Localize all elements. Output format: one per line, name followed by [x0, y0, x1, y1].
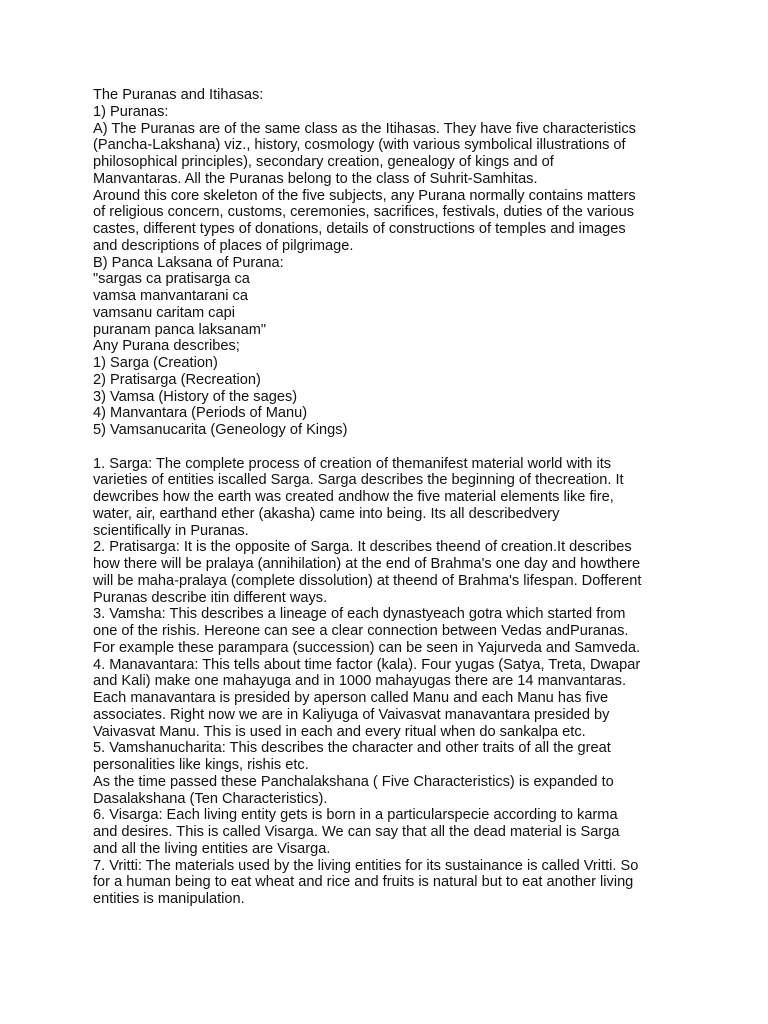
text-line: varieties of entities iscalled Sarga. Sarga describes the beginning of thecreation. It [93, 472, 624, 489]
text-line: dewcribes how the earth was created andhow the five material elements like fire, [93, 489, 614, 505]
text-line: 5. Vamshanucharita: This describes the character and other traits of all the great [93, 740, 611, 757]
text-line: how there will be pralaya (annihilation) at the end of Brahma's one day and howthere [93, 556, 641, 572]
text-line: for a human being to eat wheat and rice and fruits is natural but to eat another living [93, 874, 634, 891]
text-line: Vaivasvat Manu. This is used in each and every ritual when do sankalpa etc. [93, 723, 586, 740]
text-line: associates. Right now we are in Kaliyuga of Vaivasvat manavantara presided by [93, 706, 610, 723]
text-line: Puranas describe itin different ways. [93, 589, 328, 606]
text-line: (Pancha-Lakshana) viz., history, cosmology (with various symbolical illustrations of [93, 137, 626, 154]
text-line: entities is manipulation. [93, 891, 245, 907]
text-line: Manvantaras. All the Puranas belong to the class of Suhrit-Samhitas. [93, 170, 538, 187]
text-line: For example these parampara (succession) can be seen in Yajurveda and Samveda. [93, 639, 641, 656]
text-line: castes, different types of donations, details of constructions of temples and images [93, 221, 626, 237]
text-line: B) Panca Laksana of Purana: [93, 254, 284, 271]
text-line: "sargas ca pratisarga ca [93, 271, 250, 288]
text-line: personalities like kings, rishis etc. [93, 757, 309, 773]
text-line: philosophical principles), secondary creation, genealogy of kings and of [93, 154, 554, 170]
text-line: A) The Puranas are of the same class as the Itihasas. They have five characteristics [93, 120, 636, 137]
text-line: 3. Vamsha: This describes a lineage of each dynastyeach gotra which started from [93, 606, 626, 623]
text-line: water, air, earthand ether (akasha) came into being. Its all describedvery [93, 505, 560, 522]
text-line: The Puranas and Itihasas: [93, 87, 264, 103]
text-line: of religious concern, customs, ceremonies, sacrifices, festivals, duties of the various [93, 204, 635, 221]
text-line: Any Purana describes; [93, 338, 240, 355]
text-line: As the time passed these Panchalakshana ( Five Characteristics) is expanded to [93, 773, 614, 790]
text-line: Dasalakshana (Ten Characteristics). [93, 790, 328, 807]
text-line: vamsa manvantarani ca [93, 288, 248, 304]
text-line: Around this core skeleton of the five subjects, any Purana normally contains matters [93, 187, 636, 204]
text-line: scientifically in Puranas. [93, 522, 249, 539]
document-page [93, 87, 733, 908]
text-line: 1. Sarga: The complete process of creation of themanifest material world with its [93, 455, 612, 472]
text-line: and Kali) make one mahayuga and in 1000 mahayugas there are 14 manvantaras. [93, 673, 627, 690]
text-line: 1) Sarga (Creation) [93, 355, 218, 371]
text-line: Each manavantara is presided by aperson called Manu and each Manu has five [93, 690, 609, 706]
text-line: 4) Manvantara (Periods of Manu) [93, 405, 308, 422]
text-line: 6. Visarga: Each living entity gets is born in a particularspecie according to karma [93, 807, 618, 824]
blank-line [93, 439, 733, 456]
text-line: will be maha-pralaya (complete dissolution) at theend of Brahma's lifespan. Dofferent [93, 572, 642, 589]
text-line: 5) Vamsanucarita (Geneology of Kings) [93, 422, 348, 438]
text-line: puranam panca laksanam" [93, 321, 267, 338]
text-line: 1) Puranas: [93, 103, 169, 120]
text-line: vamsanu caritam capi [93, 304, 235, 321]
text-line: 2. Pratisarga: It is the opposite of Sarga. It describes theend of creation.It describes [93, 539, 632, 556]
text-line: one of the rishis. Hereone can see a clear connection between Vedas andPuranas. [93, 623, 629, 639]
text-line: 4. Manavantara: This tells about time factor (kala). Four yugas (Satya, Treta, Dwapar [93, 656, 641, 673]
text-line: and all the living entities are Visarga. [93, 840, 331, 857]
text-line: and desires. This is called Visarga. We can say that all the dead material is Sarga [93, 824, 620, 840]
text-line: 7. Vritti: The materials used by the living entities for its sustainance is called Vritti. So [93, 857, 639, 874]
text-line: and descriptions of places of pilgrimage. [93, 237, 354, 254]
text-line: 2) Pratisarga (Recreation) [93, 371, 261, 388]
text-line: 3) Vamsa (History of the sages) [93, 388, 298, 405]
